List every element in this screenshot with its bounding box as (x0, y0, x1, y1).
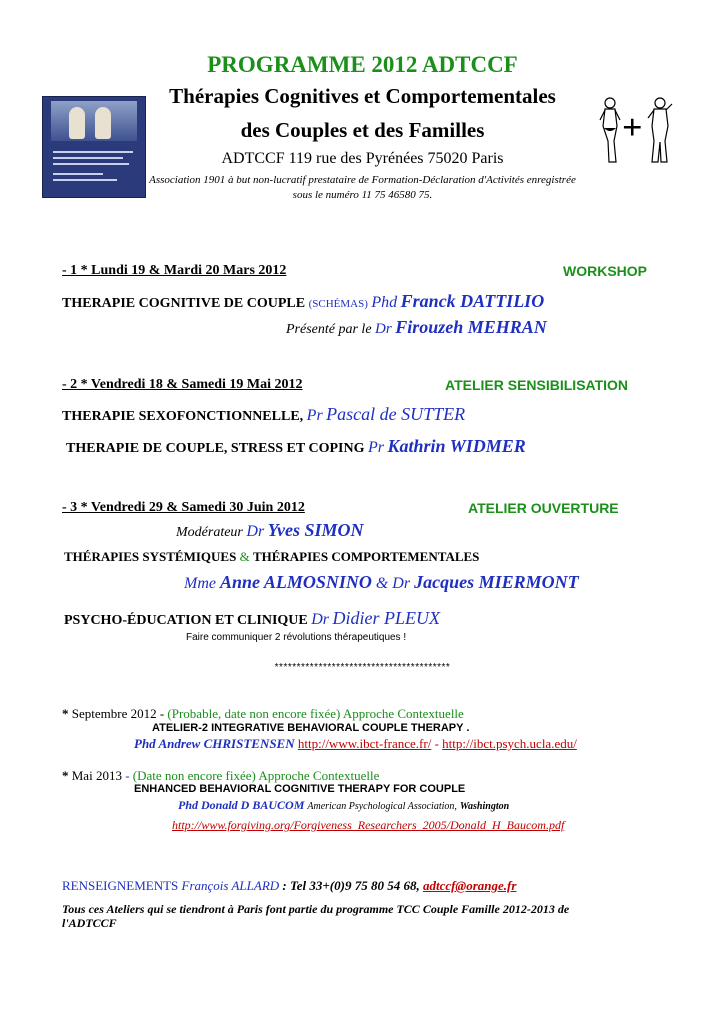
footer-line-2: l'ADTCCF (62, 916, 117, 930)
session-3-moderator-line (176, 520, 364, 541)
page-title: PROGRAMME 2012 ADTCCF (207, 52, 518, 77)
session-1-presenter: Firouzeh MEHRAN (395, 317, 547, 337)
cover-figure (95, 107, 111, 139)
future-2-title: ENHANCED BEHAVIORAL COGNITIVE THERAPY FOR COUPLE (134, 783, 466, 795)
future-1-link-2[interactable]: http://ibct.psych.ucla.edu/ (442, 736, 577, 751)
session-2-pr-1: Pr (306, 407, 323, 424)
session-2-speaker-2: Kathrin WIDMER (387, 436, 526, 456)
session-3-dr-1: Dr (246, 523, 265, 540)
session-3-mme: Mme (184, 575, 216, 592)
cover-text-line (53, 173, 103, 175)
future-1-dash: - (434, 736, 439, 751)
subtitle-line-1: Thérapies Cognitives et Comportementales (169, 84, 556, 108)
future-2-dash: - (125, 768, 130, 783)
session-1-date: - 1 * Lundi 19 & Mardi 20 Mars 2012 (62, 263, 287, 278)
future-1-date: Septembre 2012 - (71, 706, 165, 721)
future-2-speaker-line (178, 798, 509, 813)
footer-line-1: Tous ces Ateliers qui se tiendront à Paris font partie du programme TCC Couple Famille 2012-2013 de (62, 902, 570, 916)
session-3-theme-2: PSYCHO-ÉDUCATION ET CLINIQUE (64, 613, 308, 628)
future-1-link-1[interactable]: http://www.ibct-france.fr/ (297, 736, 432, 751)
session-1-presented-label: Présenté par le (286, 322, 372, 337)
contact-label: RENSEIGNEMENTS (62, 878, 179, 893)
contact-line (62, 878, 516, 894)
separator: **************************************** (274, 662, 451, 673)
future-2-date: Mai 2013 (71, 768, 122, 783)
subtitle-line-2: des Couples et des Familles (240, 118, 485, 142)
future-1-speaker: Phd Andrew CHRISTENSEN (134, 736, 295, 751)
book-cover-image (42, 96, 146, 198)
session-3-dr-2: Dr (311, 611, 330, 628)
session-3-theme-2-line (64, 608, 440, 629)
contact-tel: : Tel 33+(0)9 75 80 54 68, (282, 878, 420, 893)
address: ADTCCF 119 rue des Pyrénées 75020 Paris (221, 150, 504, 167)
plus-icon: + (622, 107, 643, 147)
session-1-phd: Phd (371, 294, 398, 311)
session-2-speaker-1: Pascal de SUTTER (326, 404, 466, 424)
session-3-theme-1b: THÉRAPIES COMPORTEMENTALES (252, 549, 480, 564)
session-2-theme-1: THERAPIE SEXOFONCTIONNELLE, (62, 409, 304, 424)
future-2-link[interactable]: http://www.forgiving.org/Forgiveness_Researchers_2005/Donald_H_Baucom.pdf (172, 818, 565, 832)
statue-male-icon (646, 96, 674, 164)
cover-text-line (53, 151, 133, 153)
future-2-city: Washington (459, 801, 510, 812)
session-1-type: WORKSHOP (563, 263, 647, 279)
future-2-speaker: Phd Donald D BAUCOM (178, 798, 305, 812)
session-1-theme-line (62, 291, 544, 312)
session-3-speaker-3: Didier PLEUX (332, 608, 441, 628)
association-line-1: Association 1901 à but non-lucratif prestataire de Formation-Déclaration d'Activités enregistrée (149, 174, 576, 186)
future-1-line: * Septembre 2012 - (Probable, date non encore fixée) Approche Contextuelle (62, 706, 464, 721)
session-2-date: - 2 * Vendredi 18 & Samedi 19 Mai 2012 (62, 377, 303, 392)
session-3-date: - 3 * Vendredi 29 & Samedi 30 Juin 2012 (62, 500, 305, 515)
association-line-2: sous le numéro 11 75 46580 75. (292, 189, 433, 201)
cover-text-line (53, 157, 123, 159)
future-2-status: (Date non encore fixée) (132, 768, 256, 783)
session-1-speaker: Franck DATTILIO (400, 291, 545, 311)
future-1-speaker-line (134, 736, 577, 752)
session-1-dr: Dr (375, 321, 392, 337)
future-2-line: * Mai 2013 - (Date non encore fixée) Approche Contextuelle (62, 768, 380, 783)
future-2-approach: Approche Contextuelle (258, 768, 380, 783)
contact-email[interactable]: adtccf@orange.fr (422, 878, 517, 893)
future-1-approach: Approche Contextuelle (342, 706, 464, 721)
session-3-theme-1-line (64, 549, 479, 565)
session-3-type: ATELIER OUVERTURE (468, 500, 619, 516)
session-3-amp: & (239, 549, 250, 564)
session-3-speakers-line (184, 572, 579, 593)
session-2-line-1 (62, 404, 465, 425)
contact-name: François ALLARD (181, 878, 280, 893)
cover-text-line (53, 179, 117, 181)
cover-text-line (53, 163, 129, 165)
session-2-theme-2: THERAPIE DE COUPLE, STRESS ET COPING (66, 441, 365, 456)
session-1-schemas: (SCHÉMAS) (308, 298, 368, 310)
session-2-pr-2: Pr (367, 439, 384, 456)
session-3-amp-dr: & Dr (375, 575, 411, 592)
session-2-line-2 (66, 436, 526, 457)
session-3-theme-1a: THÉRAPIES SYSTÉMIQUES (64, 549, 237, 564)
statue-female-icon (596, 96, 624, 164)
future-2-org: American Psychological Association, (307, 801, 457, 812)
future-1-status: (Probable, date non encore fixée) (167, 706, 341, 721)
session-3-moderator-label: Modérateur (176, 525, 243, 540)
session-3-moderator: Yves SIMON (267, 520, 364, 540)
session-3-speaker-2: Jacques MIERMONT (414, 572, 579, 592)
session-3-speaker-1: Anne ALMOSNINO (219, 572, 372, 592)
future-1-title: ATELIER-2 INTEGRATIVE BEHAVIORAL COUPLE THERAPY . (152, 722, 470, 734)
session-3-note: Faire communiquer 2 révolutions thérapeutiques ! (186, 632, 407, 643)
session-1-theme: THERAPIE COGNITIVE DE COUPLE (62, 296, 306, 311)
session-1-presenter-line (286, 317, 547, 338)
session-2-type: ATELIER SENSIBILISATION (445, 377, 629, 393)
cover-photo (51, 101, 137, 141)
cover-figure (69, 107, 85, 139)
